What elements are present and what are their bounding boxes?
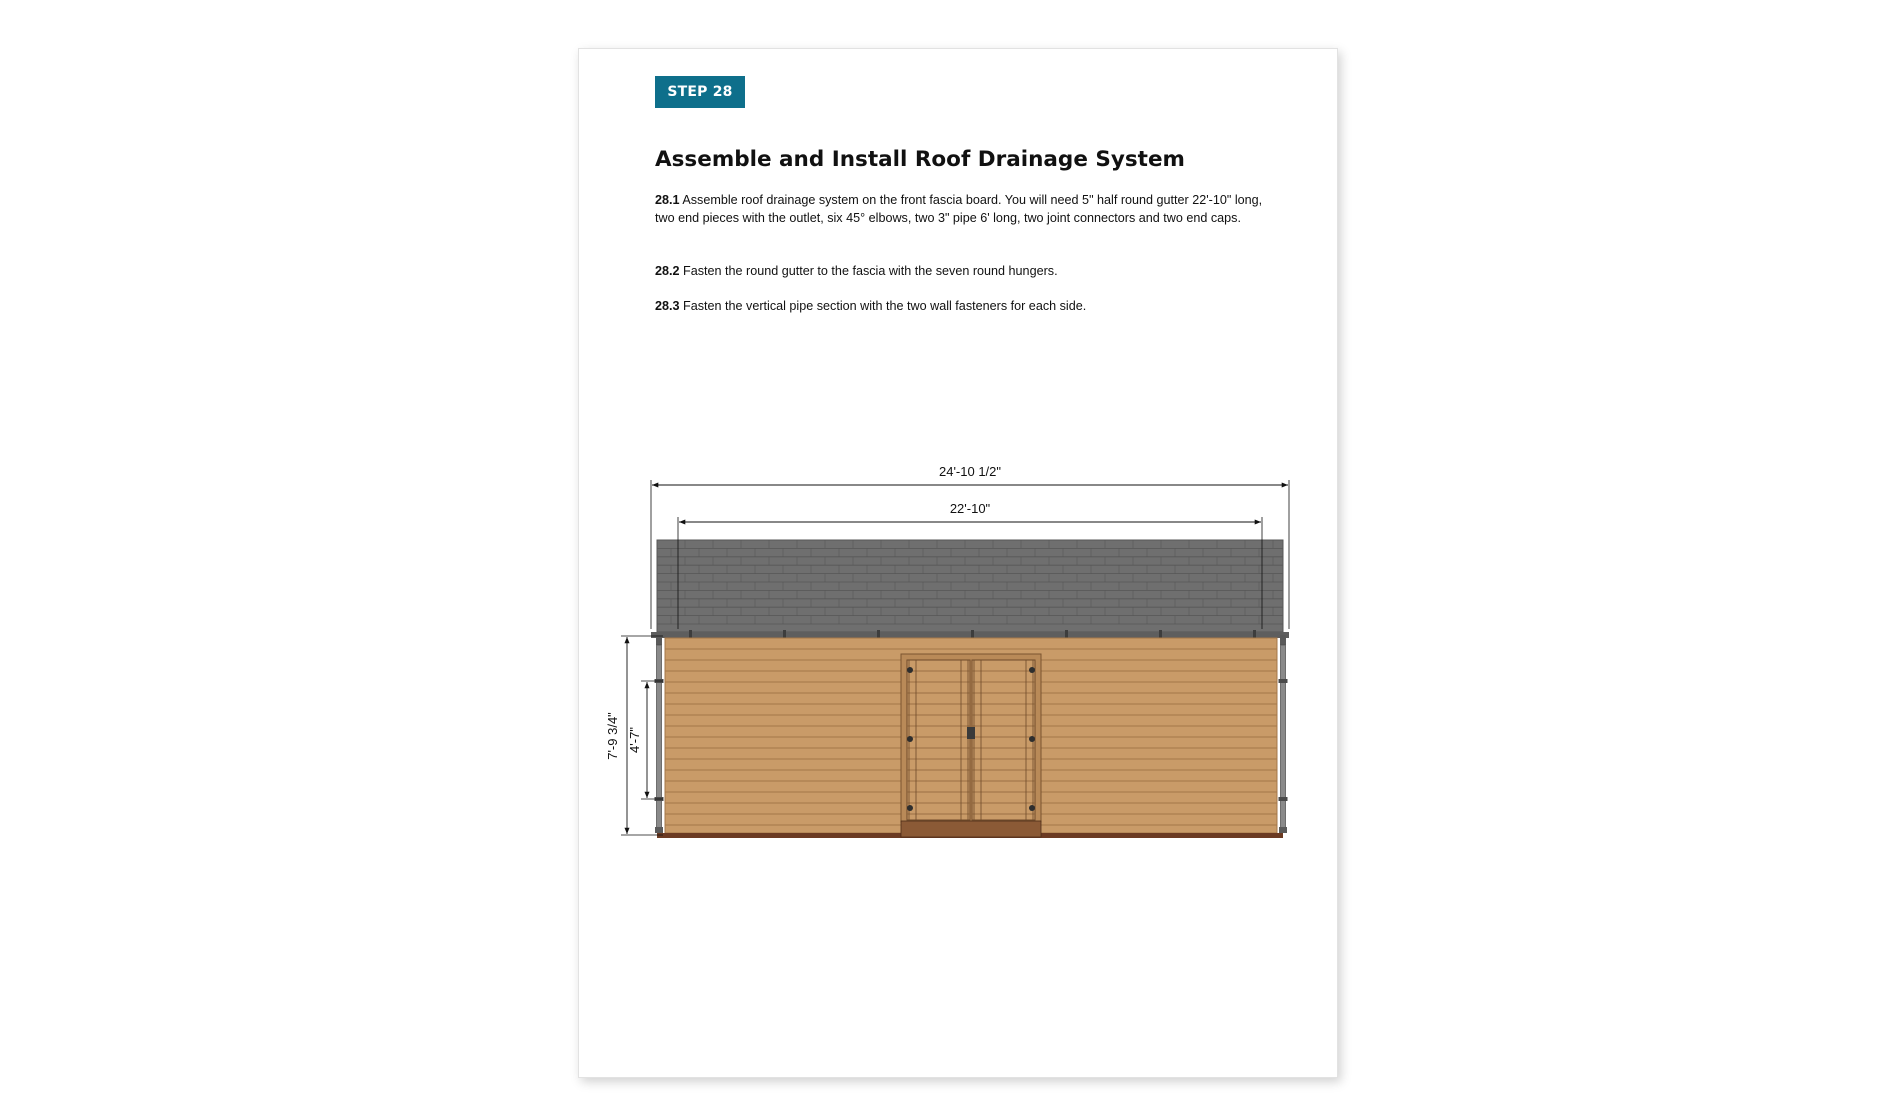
door-hinge — [1029, 736, 1035, 742]
door-hinge — [1029, 805, 1035, 811]
wall-fastener — [1279, 679, 1288, 683]
step-badge: STEP 28 — [655, 76, 745, 108]
instruction-28-1 — [655, 191, 1285, 227]
overall-width-label: 24'-10 1/2" — [938, 464, 1002, 479]
door-ramp — [901, 821, 1041, 837]
door-leaf — [907, 660, 970, 820]
pipe-height-label: 4'-7" — [627, 727, 642, 753]
door-hinge — [1029, 667, 1035, 673]
door-hinge — [907, 667, 913, 673]
instruction-28-2 — [655, 262, 1285, 280]
page-title: Assemble and Install Roof Drainage System — [655, 147, 1185, 172]
wall-fastener — [1279, 797, 1288, 801]
instruction-number: 28.3 — [655, 299, 680, 313]
shed-front-elevation-drawing — [579, 409, 1339, 869]
door-latch — [967, 727, 975, 739]
roof-shingles — [657, 540, 1283, 632]
wall-height-label: 7'-9 3/4" — [605, 712, 620, 760]
half-round-gutter — [651, 632, 1289, 638]
downspout — [1279, 635, 1288, 833]
door-leaf — [972, 660, 1035, 820]
instruction-number: 28.2 — [655, 264, 680, 278]
gutter-length-label: 22'-10" — [949, 501, 991, 516]
instruction-28-3 — [655, 297, 1285, 315]
downspout — [655, 635, 664, 833]
instruction-text: Assemble roof drainage system on the front fascia board. You will need 5" half round gutter 22'-10" long, two end pieces with the outlet, six 45° elbows, two 3" pipe 6' long, two joint connectors and two end caps. — [655, 193, 1263, 225]
double-door — [901, 654, 1041, 822]
document-page — [578, 48, 1338, 1078]
door-hinge — [907, 805, 913, 811]
instruction-number: 28.1 — [655, 193, 680, 207]
roof — [657, 540, 1283, 632]
door-hinge — [907, 736, 913, 742]
instruction-text: Fasten the round gutter to the fascia with the seven round hungers. — [683, 264, 1058, 278]
instruction-text: Fasten the vertical pipe section with the two wall fasteners for each side. — [683, 299, 1087, 313]
